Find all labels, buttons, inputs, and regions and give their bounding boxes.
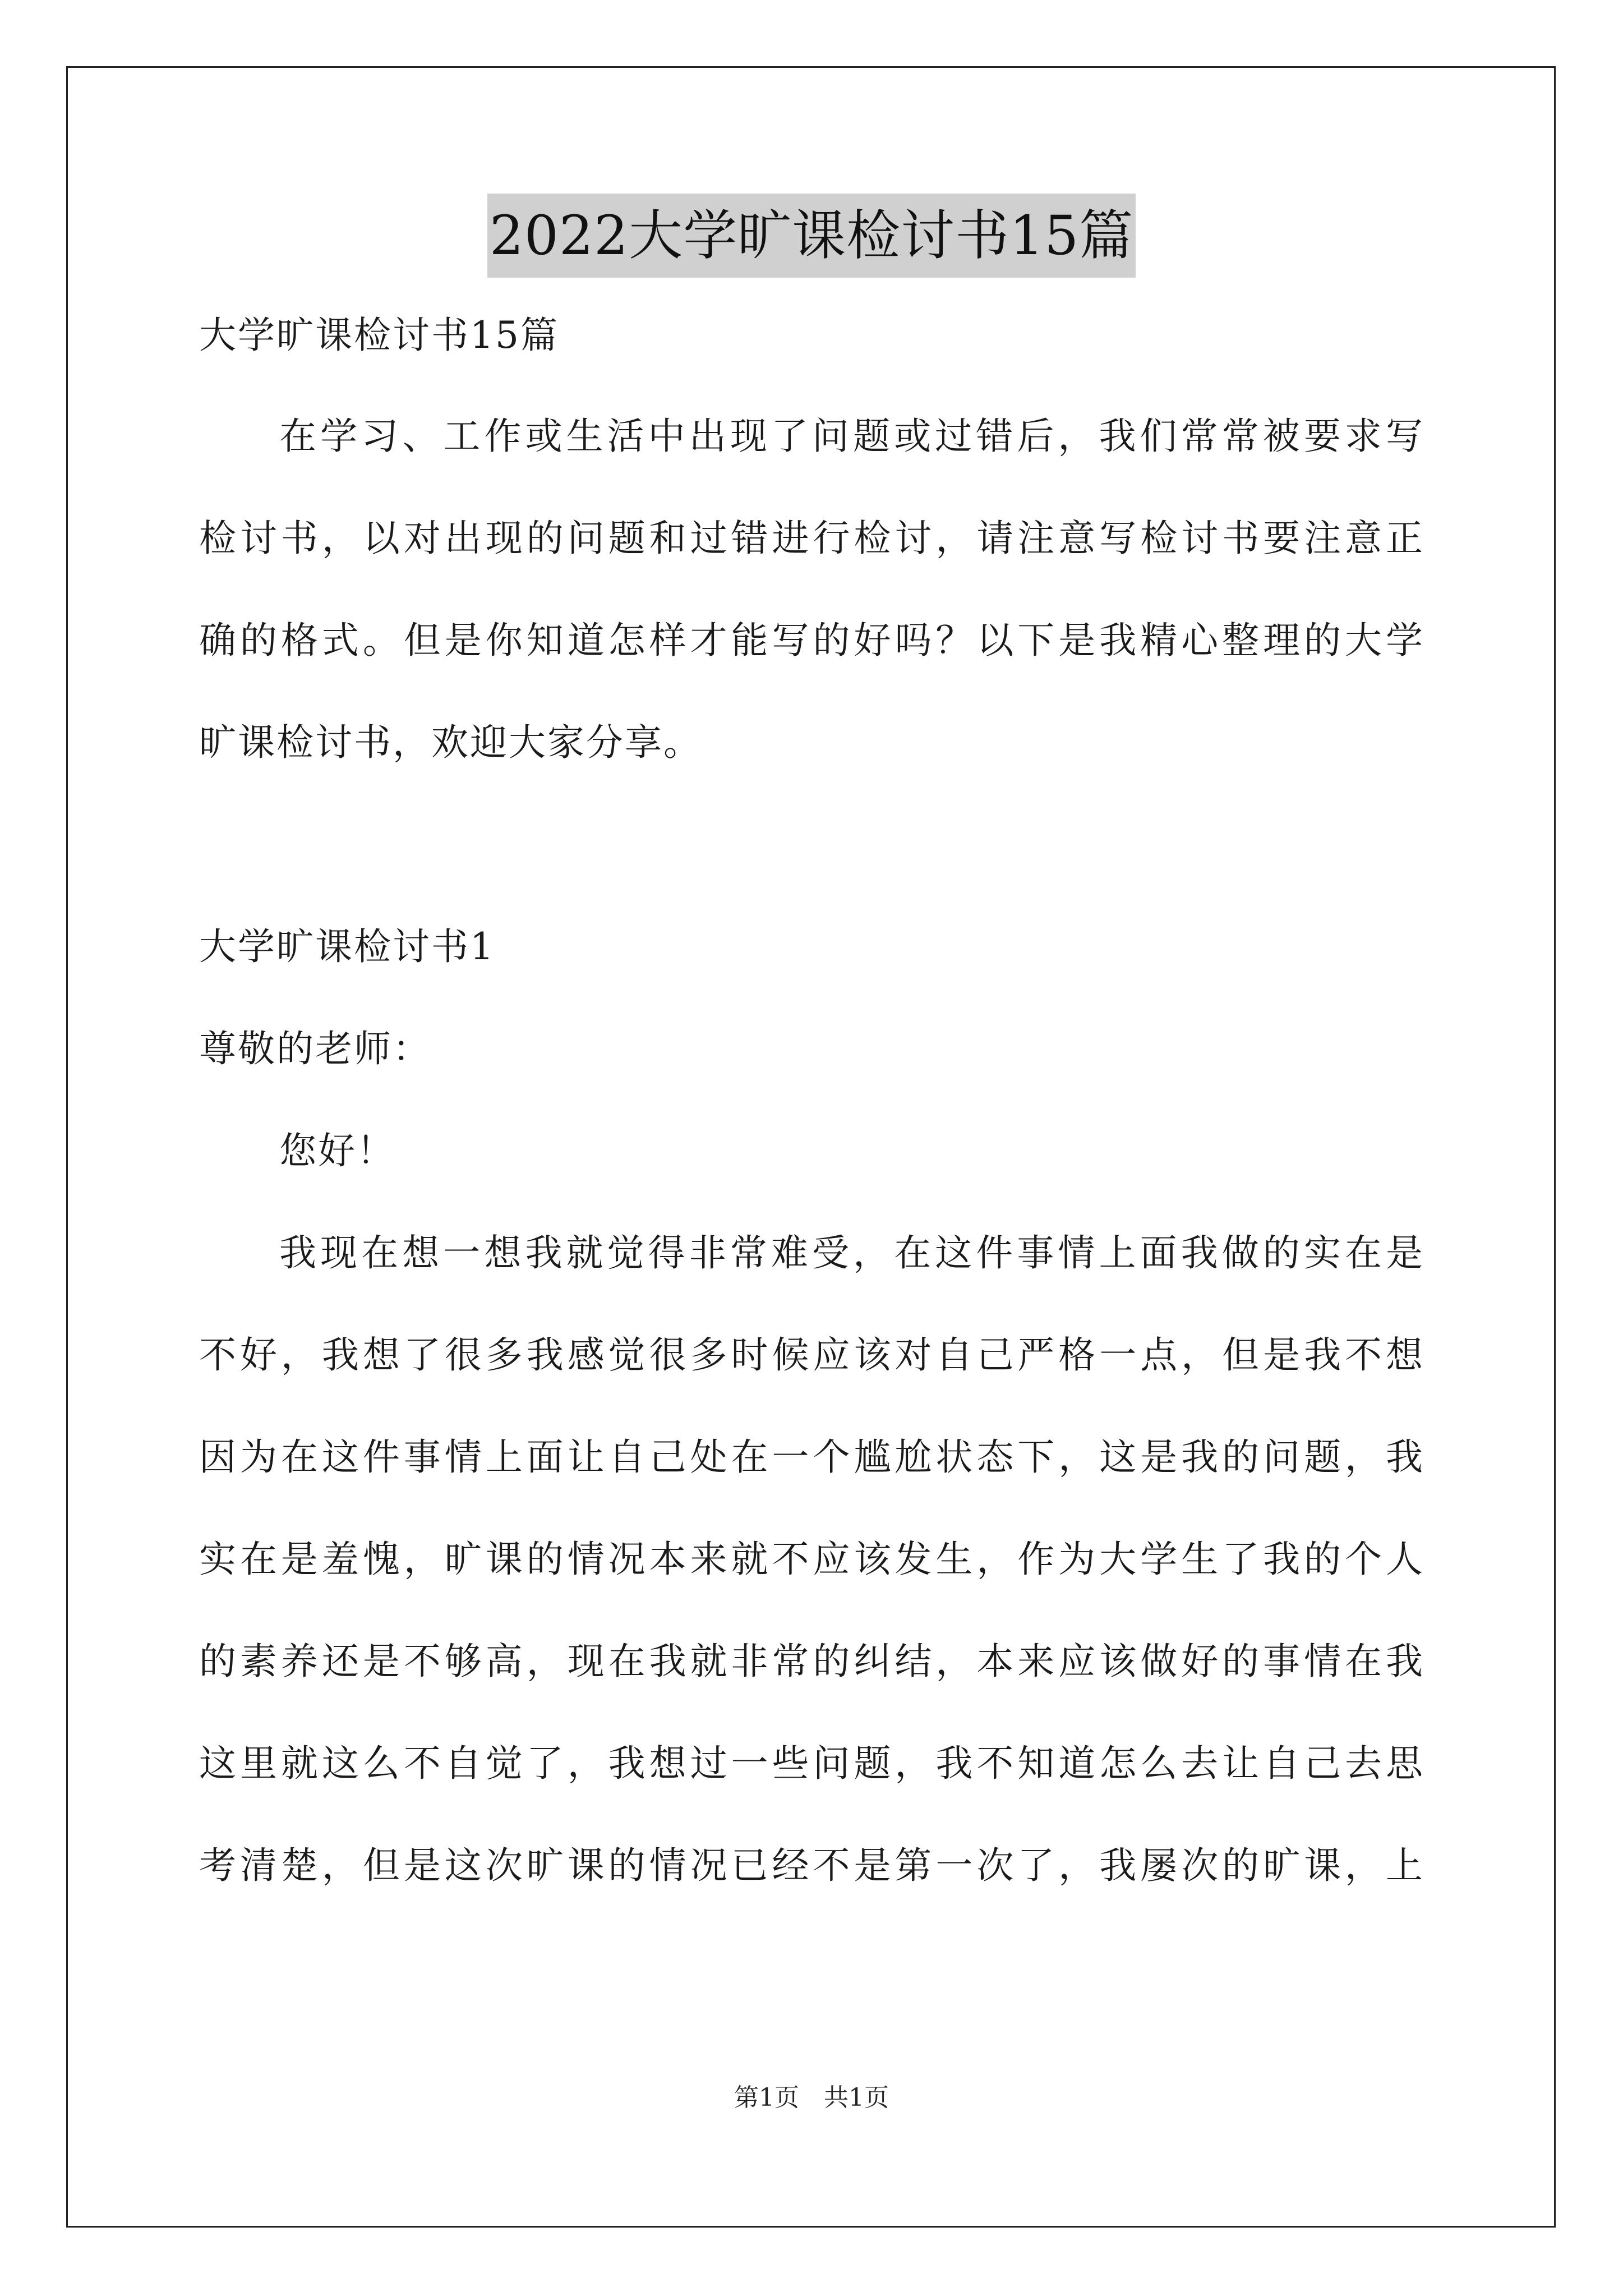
document-subtitle: 大学旷课检讨书15篇 [199, 314, 559, 357]
intro-line-4: 旷课检讨书，欢迎大家分享。 [199, 721, 702, 764]
body-line-6: 这里就这么不自觉了，我想过一些问题，我不知道怎么去让自己去思 [199, 1742, 1424, 1785]
body-line-5: 的素养还是不够高，现在我就非常的纠结，本来应该做好的事情在我 [199, 1640, 1424, 1683]
body-line-3: 因为在这件事情上面让自己处在一个尴尬状态下，这是我的问题，我 [199, 1435, 1424, 1479]
title-container [0, 194, 1623, 278]
body-line-7: 考清楚，但是这次旷课的情况已经不是第一次了，我屡次的旷课，上 [199, 1844, 1424, 1887]
body-line-4: 实在是羞愧，旷课的情况本来就不应该发生，作为大学生了我的个人 [199, 1538, 1424, 1581]
body-line-2: 不好，我想了很多我感觉很多时候应该对自己严格一点，但是我不想 [199, 1333, 1424, 1377]
intro-line-2: 检讨书，以对出现的问题和过错进行检讨，请注意写检讨书要注意正 [199, 517, 1424, 560]
section-heading: 大学旷课检讨书1 [199, 925, 495, 968]
body-line-1: 我现在想一想我就觉得非常难受，在这件事情上面我做的实在是 [279, 1231, 1424, 1274]
page-number-footer: 第1页 共1页 [734, 2083, 889, 2112]
intro-line-3: 确的格式。但是你知道怎样才能写的好吗？以下是我精心整理的大学 [199, 619, 1424, 662]
intro-line-1: 在学习、工作或生活中出现了问题或过错后，我们常常被要求写 [279, 415, 1424, 458]
salutation: 尊敬的老师： [199, 1027, 431, 1070]
greeting: 您好！ [279, 1129, 395, 1172]
document-title: 2022大学旷课检讨书15篇 [487, 194, 1136, 278]
